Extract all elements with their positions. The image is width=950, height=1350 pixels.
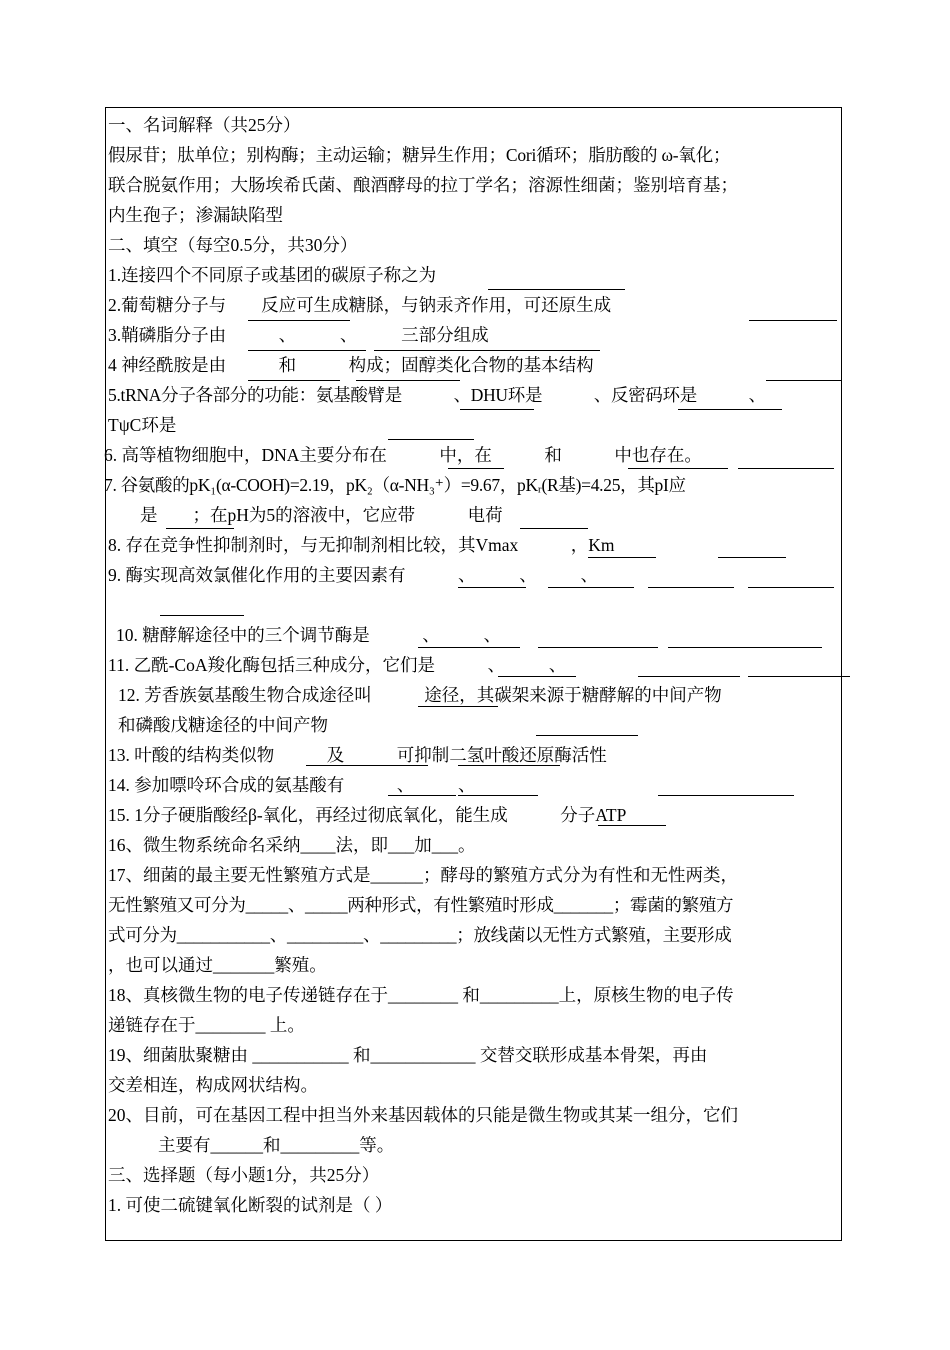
- answer-blank[interactable]: [749, 320, 837, 321]
- question-4: 4 神经酰胺是由 和 构成；固醇类化合物的基本结构: [108, 355, 594, 375]
- question-10: 10. 糖酵解途径中的三个调节酶是 、 、: [116, 625, 501, 645]
- answer-blank[interactable]: [458, 795, 538, 796]
- question-18-cont: 递链存在于________ 上。: [108, 1015, 305, 1035]
- answer-blank[interactable]: [658, 795, 794, 796]
- section-title-multiple-choice: 三、选择题（每小题1分，共25分）: [108, 1165, 380, 1185]
- question-7-cont: 是 ；在pH为5的溶液中，它应带 电荷: [140, 505, 503, 525]
- answer-blank[interactable]: [598, 825, 666, 826]
- definition-terms-line: 内生孢子；渗漏缺陷型: [108, 205, 283, 225]
- definition-terms-line: 联合脱氨作用；大肠埃希氏菌、酿酒酵母的拉丁学名；溶源性细菌；鉴别培育基；: [108, 175, 738, 195]
- answer-blank[interactable]: [248, 320, 350, 321]
- answer-blank[interactable]: [166, 528, 234, 529]
- question-15: 15. 1分子硬脂酸经β-氧化，再经过彻底氧化，能生成 分子ATP: [108, 805, 627, 825]
- answer-blank[interactable]: [418, 706, 498, 707]
- question-9: 9. 酶实现高效氯催化作用的主要因素有 、 、 、: [108, 565, 642, 585]
- question-18: 18、真核微生物的电子传递链存在于________ 和_________上，原核生物的电子传: [108, 985, 734, 1005]
- choice-question-1: 1. 可使二硫键氧化断裂的试剂是（ ）: [108, 1195, 393, 1215]
- answer-blank[interactable]: [306, 765, 428, 766]
- answer-blank[interactable]: [458, 765, 560, 766]
- answer-blank[interactable]: [536, 735, 638, 736]
- answer-blank[interactable]: [628, 468, 728, 469]
- answer-blank[interactable]: [678, 409, 782, 410]
- question-17: 17、细菌的最主要无性繁殖方式是______；酵母的繁殖方式分为有性和无性两类，: [108, 865, 738, 885]
- question-19-cont: 交差相连，构成网状结构。: [108, 1075, 318, 1095]
- question-17-cont: 无性繁殖又可分为_____、_____两种形式，有性繁殖时形成_______；霉菌的繁殖方: [108, 895, 734, 915]
- answer-blank[interactable]: [668, 647, 822, 648]
- answer-blank[interactable]: [588, 557, 656, 558]
- question-12: 12. 芳香族氨基酸生物合成途径叫 途径，其碳架来源于糖酵解的中间产物: [118, 685, 722, 705]
- question-5-cont: TψC环是: [108, 415, 177, 435]
- answer-blank[interactable]: [638, 676, 740, 677]
- answer-blank[interactable]: [356, 380, 460, 381]
- answer-blank[interactable]: [460, 409, 534, 410]
- answer-blank[interactable]: [538, 647, 658, 648]
- question-3: 3.鞘磷脂分子由 、 、 三部分组成: [108, 325, 489, 345]
- question-20-cont: 主要有______和_________等。: [158, 1135, 395, 1155]
- question-16: 16、微生物系统命名采纳____法，即___加___。: [108, 835, 476, 855]
- question-7: 7. 谷氨酸的pK₁(α-COOH)=2.19，pK₂（α-NH₃⁺）=9.67，pKᵣ(R基)=4.25，其pI应: [104, 475, 686, 495]
- question-1: 1.连接四个不同原子或基团的碳原子称之为: [108, 265, 437, 285]
- answer-blank[interactable]: [548, 587, 634, 588]
- question-17-cont: ，也可以通过_______繁殖。: [108, 955, 327, 975]
- answer-blank[interactable]: [498, 676, 576, 677]
- question-8: 8. 存在竞争性抑制剂时，与无抑制剂相比较，其Vmax ，Km: [108, 535, 615, 555]
- answer-blank[interactable]: [374, 350, 600, 351]
- answer-blank[interactable]: [160, 615, 244, 616]
- question-11: 11. 乙酰-CoA羧化酶包括三种成分，它们是 、 、: [108, 655, 567, 675]
- answer-blank[interactable]: [748, 676, 850, 677]
- answer-blank[interactable]: [488, 289, 625, 290]
- question-12-cont: 和磷酸戊糖途径的中间产物: [118, 715, 328, 735]
- answer-blank[interactable]: [458, 587, 526, 588]
- definition-terms-line: 假尿苷；肽单位；别构酶；主动运输；糖异生作用；Cori循环；脂肪酸的 ω-氧化；: [108, 145, 731, 165]
- section-title-definitions: 一、名词解释（共25分）: [108, 115, 301, 135]
- answer-blank[interactable]: [388, 795, 456, 796]
- answer-blank[interactable]: [718, 557, 786, 558]
- answer-blank[interactable]: [766, 380, 842, 381]
- answer-blank[interactable]: [248, 350, 366, 351]
- answer-blank[interactable]: [248, 380, 340, 381]
- question-5: 5.tRNA分子各部分的功能：氨基酸臂是 、DHU环是 、反密码环是 、: [108, 385, 766, 405]
- answer-blank[interactable]: [388, 439, 474, 440]
- question-2: 2.葡萄糖分子与 反应可生成糖脎，与钠汞齐作用，可还原生成: [108, 295, 612, 315]
- question-20: 20、目前，可在基因工程中担当外来基因载体的只能是微生物或其某一组分，它们: [108, 1105, 738, 1125]
- answer-blank[interactable]: [738, 468, 834, 469]
- answer-blank[interactable]: [520, 528, 588, 529]
- answer-blank[interactable]: [448, 468, 504, 469]
- question-17-cont: 式可分为___________、_________、_________；放线菌以无性方式繁殖，主要形成: [108, 925, 732, 945]
- question-19: 19、细菌肽聚糖由 ___________ 和____________ 交替交联形成基本骨架，再由: [108, 1045, 708, 1065]
- answer-blank[interactable]: [418, 647, 520, 648]
- answer-blank[interactable]: [748, 587, 834, 588]
- question-14: 14. 参加嘌呤环合成的氨基酸有 、 、: [108, 775, 476, 795]
- question-13: 13. 叶酸的结构类似物 及 可抑制二氢叶酸还原酶活性: [108, 745, 607, 765]
- question-6: 6. 高等植物细胞中，DNA主要分布在 中，在 和 中也存在。: [104, 445, 702, 465]
- section-title-fill-blank: 二、填空（每空0.5分，共30分）: [108, 235, 358, 255]
- answer-blank[interactable]: [648, 587, 734, 588]
